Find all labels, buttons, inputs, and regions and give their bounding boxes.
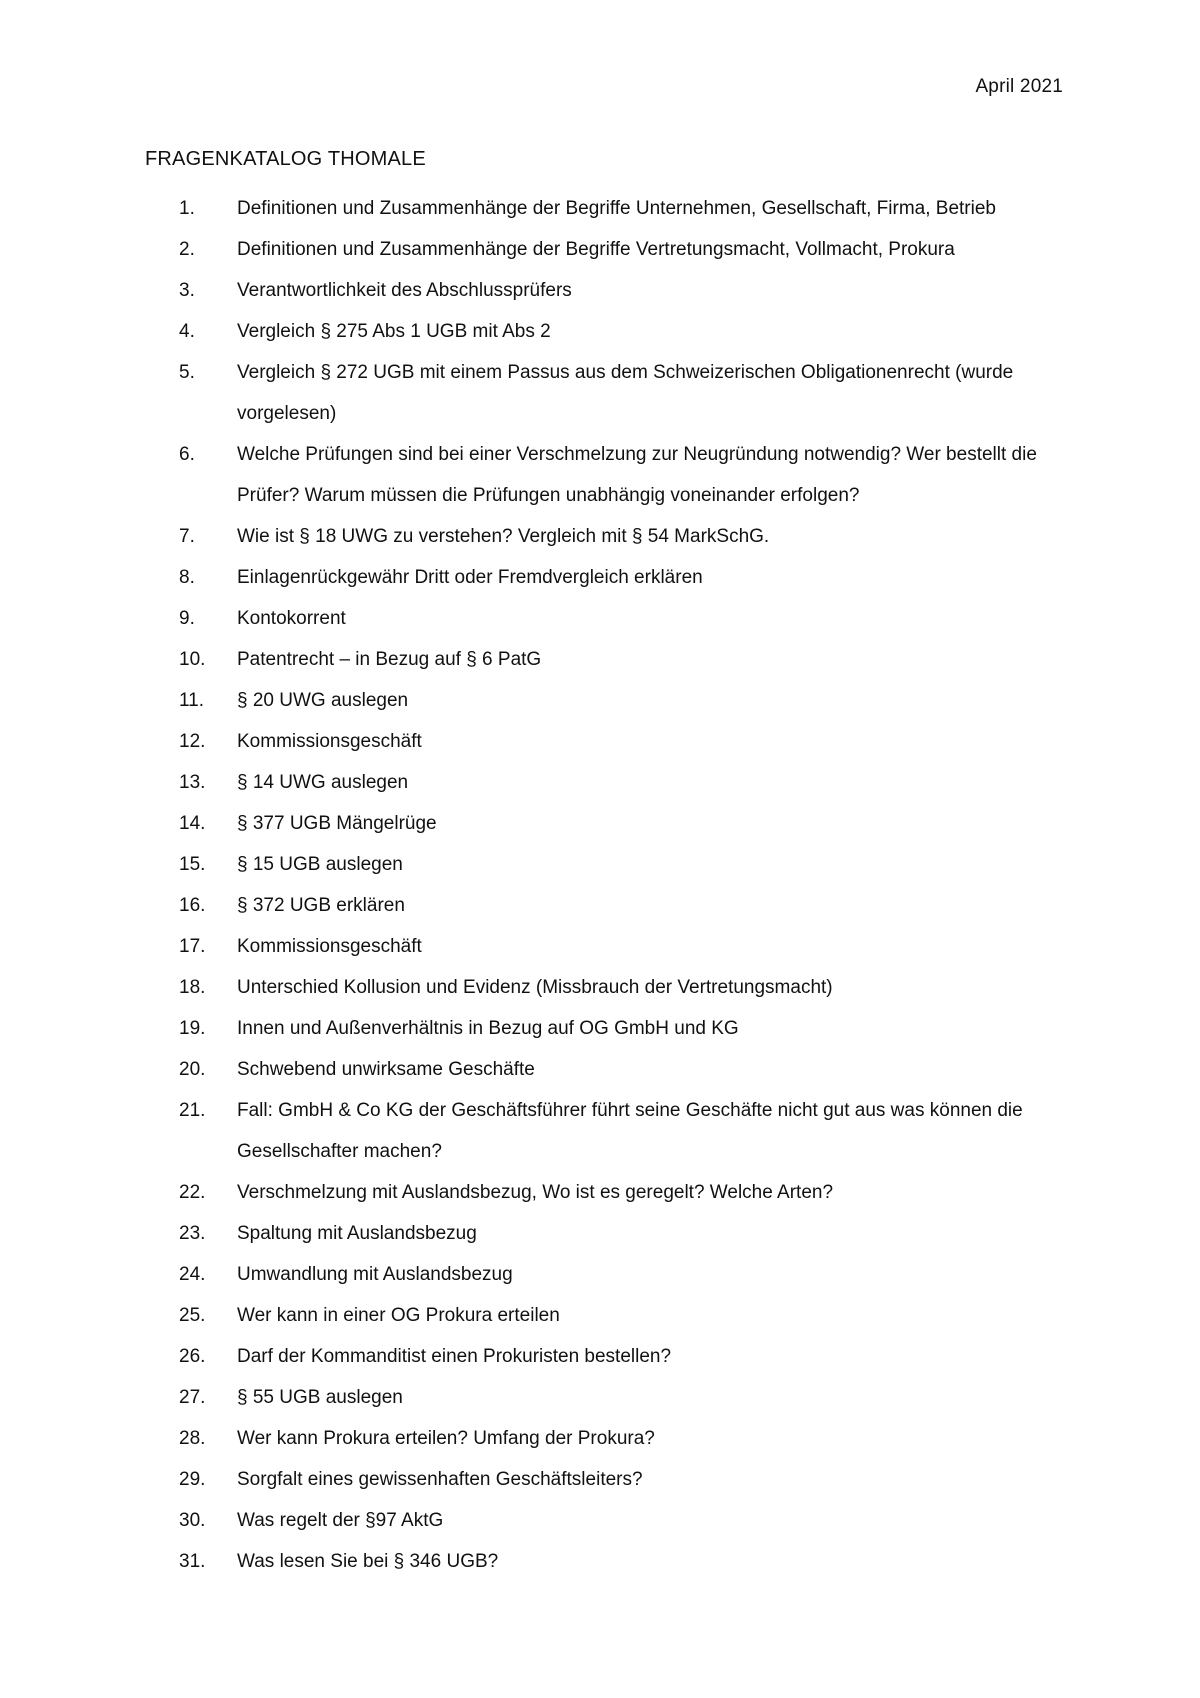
question-number: 20. [179,1059,206,1080]
question-item [0,1459,1200,1500]
question-item [0,352,1200,434]
question-number: 5. [179,362,195,383]
question-text: Sorgfalt eines gewissenhaften Geschäftsleiters? [237,1469,643,1490]
question-item [0,1336,1200,1377]
question-text: Unterschied Kollusion und Evidenz (Missbrauch der Vertretungsmacht) [237,977,833,998]
question-text: Innen und Außenverhältnis in Bezug auf OG GmbH und KG [237,1018,739,1039]
question-number: 6. [179,444,195,465]
question-number: 26. [179,1346,206,1367]
question-item [0,803,1200,844]
question-item [0,1090,1200,1172]
question-number: 29. [179,1469,206,1490]
question-text: Was lesen Sie bei § 346 UGB? [237,1551,499,1572]
question-text: Vergleich § 275 Abs 1 UGB mit Abs 2 [237,321,551,342]
question-number: 24. [179,1264,206,1285]
question-item [0,434,1200,516]
question-item [0,967,1200,1008]
question-number: 23. [179,1223,206,1244]
question-item [0,844,1200,885]
question-item [0,926,1200,967]
question-text: § 14 UWG auslegen [237,772,409,793]
question-text: Kommissionsgeschäft [237,731,422,752]
question-number: 9. [179,608,195,629]
question-text: Spaltung mit Auslandsbezug [237,1223,477,1244]
question-item [0,1541,1200,1582]
question-text: § 20 UWG auslegen [237,690,409,711]
question-item [0,598,1200,639]
question-item [0,885,1200,926]
question-number: 8. [179,567,195,588]
question-number: 13. [179,772,206,793]
question-text: Was regelt der §97 AktG [237,1510,444,1531]
question-item [0,721,1200,762]
question-text: Verschmelzung mit Auslandsbezug, Wo ist es geregelt? Welche Arten? [237,1182,834,1203]
question-number: 2. [179,239,195,260]
question-item [0,557,1200,598]
question-item [0,1049,1200,1090]
question-number: 15. [179,854,206,875]
question-number: 30. [179,1510,206,1531]
question-text: Vergleich § 272 UGB mit einem Passus aus dem Schweizerischen Obligationenrecht (wurde vorgelesen) [237,362,1014,424]
question-text: Kommissionsgeschäft [237,936,422,957]
question-text: Wie ist § 18 UWG zu verstehen? Vergleich mit § 54 MarkSchG. [237,526,770,547]
question-text: Welche Prüfungen sind bei einer Verschmelzung zur Neugründung notwendig? Wer bestellt die Prüfer? Warum müssen die Prüfungen unabhängig voneinander erfolgen? [237,444,1037,506]
question-number: 21. [179,1100,206,1121]
question-item [0,762,1200,803]
question-item [0,1295,1200,1336]
question-number: 12. [179,731,206,752]
question-item [0,1254,1200,1295]
question-number: 10. [179,649,206,670]
question-text: Wer kann Prokura erteilen? Umfang der Prokura? [237,1428,655,1449]
question-number: 14. [179,813,206,834]
question-text: Einlagenrückgewähr Dritt oder Fremdvergleich erklären [237,567,703,588]
question-list [0,188,1200,1582]
question-text: Fall: GmbH & Co KG der Geschäftsführer führt seine Geschäfte nicht gut aus was können die Gesellschafter machen? [237,1100,1023,1162]
question-item [0,1377,1200,1418]
question-text: § 377 UGB Mängelrüge [237,813,437,834]
document-title: FRAGENKATALOG THOMALE [145,148,426,170]
question-item [0,1500,1200,1541]
question-item [0,639,1200,680]
question-text: Schwebend unwirksame Geschäfte [237,1059,535,1080]
question-number: 4. [179,321,195,342]
question-number: 16. [179,895,206,916]
question-text: § 55 UGB auslegen [237,1387,403,1408]
question-item [0,1172,1200,1213]
question-number: 11. [179,690,205,711]
question-item [0,680,1200,721]
question-text: Patentrecht – in Bezug auf § 6 PatG [237,649,542,670]
question-text: Definitionen und Zusammenhänge der Begriffe Vertretungsmacht, Vollmacht, Prokura [237,239,955,260]
question-number: 18. [179,977,206,998]
question-text: § 372 UGB erklären [237,895,405,916]
question-text: Definitionen und Zusammenhänge der Begriffe Unternehmen, Gesellschaft, Firma, Betrieb [237,198,996,219]
question-text: Darf der Kommanditist einen Prokuristen bestellen? [237,1346,672,1367]
question-text: Kontokorrent [237,608,346,629]
question-item [0,270,1200,311]
question-item [0,311,1200,352]
question-number: 22. [179,1182,206,1203]
question-item [0,1418,1200,1459]
question-number: 31. [179,1551,206,1572]
question-text: Verantwortlichkeit des Abschlussprüfers [237,280,572,301]
question-number: 17. [179,936,206,957]
question-number: 19. [179,1018,206,1039]
document-date: April 2021 [975,76,1063,97]
question-item [0,1008,1200,1049]
question-item [0,188,1200,229]
question-number: 1. [179,198,195,219]
question-item [0,229,1200,270]
question-number: 27. [179,1387,206,1408]
question-text: § 15 UGB auslegen [237,854,403,875]
question-number: 28. [179,1428,206,1449]
question-item [0,516,1200,557]
question-number: 7. [179,526,195,547]
question-number: 25. [179,1305,206,1326]
question-item [0,1213,1200,1254]
question-text: Umwandlung mit Auslandsbezug [237,1264,513,1285]
question-text: Wer kann in einer OG Prokura erteilen [237,1305,560,1326]
question-number: 3. [179,280,195,301]
